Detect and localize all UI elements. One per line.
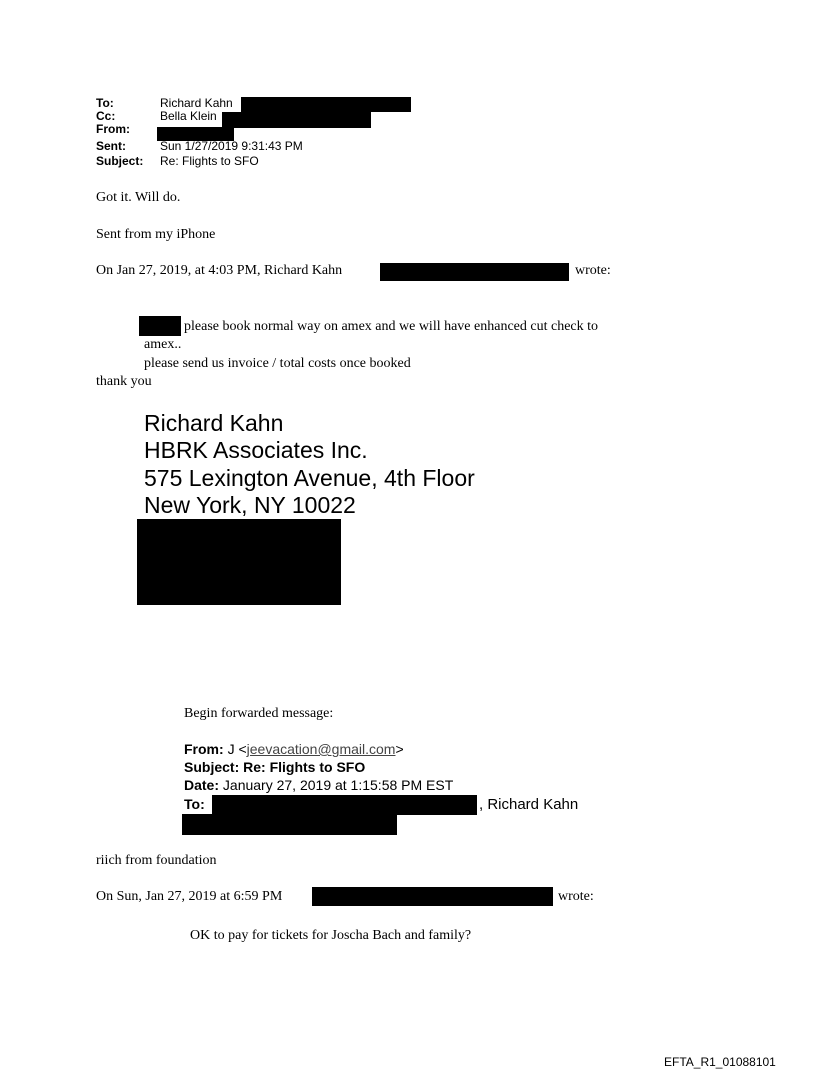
kahn-message-line-1: please book normal way on amex and we will have enhanced cut check to [184,319,599,334]
forward-question: OK to pay for tickets for Joscha Bach and family? [190,928,472,943]
redaction-block [137,519,341,605]
forwarded-intro: Begin forwarded message: [184,706,334,721]
quote-intro-end: wrote: [575,263,611,278]
reply-line-1: Got it. Will do. [96,190,181,205]
header-sent-label: Sent: [96,139,126,153]
forwarded-date-label: Date: [184,777,220,793]
forwarded-from-label: From: [184,741,224,757]
redaction-bar [380,263,569,281]
forwarded-to-label: To: [184,796,205,812]
forwarded-subject-label: Subject: [184,759,240,775]
header-from-label: From: [96,122,130,136]
redaction-bar [241,97,411,112]
forwarded-from-close: > [395,741,404,757]
forward-body-line-1: riich from foundation [96,853,217,868]
header-sent-row [96,140,303,153]
forward-quote-intro: On Sun, Jan 27, 2019 at 6:59 PM [96,889,283,904]
header-from-row [96,123,160,136]
header-subject-label: Subject: [96,154,144,168]
header-cc-label: Cc: [96,109,116,123]
header-subject-row [96,155,259,168]
signature-company: HBRK Associates Inc. [144,437,368,463]
kahn-message-line-1b: amex.. [144,337,182,352]
kahn-message-line-2: please send us invoice / total costs once booked [144,356,411,371]
forward-quote-intro-end: wrote: [558,889,594,904]
redaction-bar [312,887,553,906]
quote-intro: On Jan 27, 2019, at 4:03 PM, Richard Kahn [96,263,343,278]
forwarded-date-row [184,778,453,792]
document-id: EFTA_R1_01088101 [664,1055,776,1069]
signature-name: Richard Kahn [144,410,284,436]
signature-address-2: New York, NY 10022 [144,492,356,518]
forwarded-subject-value: Re: Flights to SFO [243,759,366,775]
forwarded-to-row [184,797,205,811]
header-to-value: Richard Kahn [160,96,233,110]
redaction-bar [182,814,397,835]
header-cc-value: Bella Klein [160,109,217,123]
kahn-message-line-3: thank you [96,374,152,389]
header-sent-value: Sun 1/27/2019 9:31:43 PM [160,139,303,153]
reply-line-2: Sent from my iPhone [96,227,216,242]
forwarded-from-row [184,742,404,756]
header-subject-value: Re: Flights to SFO [160,154,259,168]
redaction-bar [139,316,181,336]
redaction-bar [212,795,477,815]
signature-address-1: 575 Lexington Avenue, 4th Floor [144,465,475,491]
header-to-label: To: [96,96,114,110]
forwarded-subject-row [184,760,365,774]
forwarded-to-value: , Richard Kahn [479,796,579,813]
redaction-bar [222,112,371,128]
forwarded-from-email-link[interactable]: jeevacation@gmail.com [246,741,396,757]
forwarded-from-name: J < [227,741,247,757]
forwarded-date-value: January 27, 2019 at 1:15:58 PM EST [222,777,454,793]
